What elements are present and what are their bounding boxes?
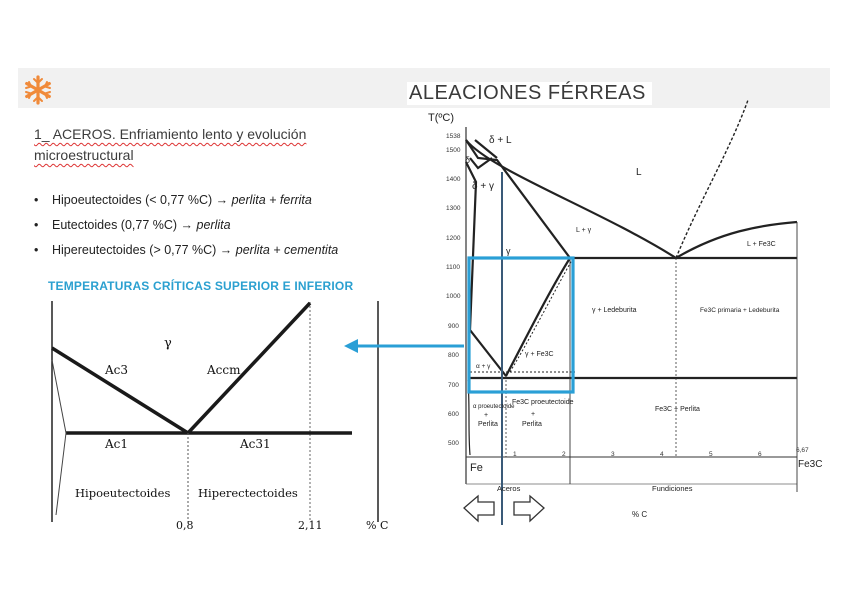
- blue-pointer-arrow: [344, 339, 464, 353]
- y-tick: 1300: [446, 205, 461, 212]
- y-tick: 600: [448, 411, 459, 418]
- aceros-label: Aceros: [497, 484, 521, 493]
- region-delta: δ: [465, 155, 471, 165]
- x-tick: 3: [611, 451, 615, 458]
- y-tick: 1400: [446, 176, 461, 183]
- region-l-gamma: L + γ: [576, 227, 592, 234]
- y-axis-title: T(ºC): [428, 112, 455, 124]
- liquidus-right-line: [676, 222, 797, 258]
- y-tick: 1538: [446, 133, 461, 140]
- region-alpha-gamma: α + γ: [476, 363, 491, 370]
- arrow-left-icon[interactable]: [464, 496, 494, 521]
- x-tick: 1: [513, 451, 517, 458]
- bullet-item: • Hipoeutectoides (< 0,77 %C) → perlita + ferrita: [34, 188, 338, 213]
- a3-line: [466, 162, 506, 376]
- ac3-label: Ac3: [105, 363, 129, 377]
- delta-region-line: [470, 158, 492, 168]
- x-origin-label: Fe: [470, 462, 483, 474]
- x-tick: 2: [562, 451, 566, 458]
- alpha-solvus-line: [56, 433, 66, 515]
- region-gamma: γ: [506, 246, 511, 256]
- hyper-region-label: Hiperectectoides: [198, 486, 298, 500]
- region-fe3c-perlita-right: Fe3C + Perlita: [655, 406, 700, 413]
- y-tick: 800: [448, 352, 459, 359]
- region-delta-gamma: δ + γ: [472, 181, 494, 192]
- alpha-boundary-line: [52, 360, 66, 433]
- region-alpha-perlita-a: α proeutectoide: [473, 404, 515, 410]
- arrow-right-icon[interactable]: [514, 496, 544, 521]
- region-alpha-perlita-c: Perlita: [478, 421, 498, 428]
- region-alpha-perlita-b: +: [484, 412, 489, 419]
- region-gamma-fe3c: γ + Fe3C: [525, 351, 554, 358]
- region-gamma-ledeburita: γ + Ledeburita: [592, 307, 637, 314]
- accm-label: Accm: [207, 363, 241, 377]
- pct-c-label: % C: [632, 510, 648, 519]
- y-tick: 1200: [446, 235, 461, 242]
- region-fe3c-ledeburita: Fe3C primaria + Ledeburita: [700, 307, 780, 314]
- ac1-label: Ac1: [105, 437, 129, 451]
- ac3-line: [52, 348, 188, 433]
- y-tick: 1000: [446, 293, 461, 300]
- region-fe3c-perlita-b: +: [531, 411, 536, 418]
- bullet-item: • Eutectoides (0,77 %C) → perlita: [34, 213, 338, 238]
- critical-temperatures-title: TEMPERATURAS CRÍTICAS SUPERIOR E INFERIOR: [48, 279, 354, 293]
- phase-diagram: [428, 100, 822, 525]
- y-tick: 900: [448, 323, 459, 330]
- y-tick: 700: [448, 382, 459, 389]
- region-l-fe3c: L + Fe3C: [747, 241, 776, 248]
- region-delta-l: δ + L: [489, 135, 512, 146]
- acm-line: [506, 258, 570, 376]
- x-tick: 6,67: [796, 447, 809, 454]
- x-unit-label: % C: [366, 519, 389, 532]
- bullet-item: • Hipereutectoides (> 0,77 %C) → perlita + cementita: [34, 238, 338, 263]
- section-subtitle: 1_ ACEROS. Enfriamiento lento y evolución microestructural: [34, 126, 307, 163]
- ac31-label: Ac31: [240, 437, 271, 451]
- slide-title: ALEACIONES FÉRREAS: [407, 82, 652, 105]
- graphite-liquidus-dotted-line: [676, 100, 748, 258]
- x-tick-211: 2,11: [298, 519, 323, 532]
- x-end-label: Fe3C: [798, 459, 823, 470]
- liquidus-left-line: [466, 140, 570, 258]
- x-tick: 6: [758, 451, 762, 458]
- fundiciones-label: Fundiciones: [652, 484, 693, 493]
- critical-temperature-diagram: [52, 301, 388, 532]
- region-l: L: [636, 167, 642, 178]
- region-fe3c-perlita-c: Perlita: [522, 421, 542, 428]
- liquidus-top-line: [466, 140, 676, 258]
- x-tick: 4: [660, 451, 664, 458]
- y-tick: 1100: [446, 264, 460, 271]
- x-tick: 5: [709, 451, 713, 458]
- hypo-region-label: Hipoeutectoides: [75, 486, 171, 500]
- y-tick: 1500: [446, 147, 461, 154]
- region-fe3c-perlita-a: Fe3C proeutectoide: [512, 399, 574, 406]
- x-tick-08: 0,8: [176, 519, 194, 532]
- y-tick: 500: [448, 440, 459, 447]
- gamma-label: γ: [164, 336, 172, 351]
